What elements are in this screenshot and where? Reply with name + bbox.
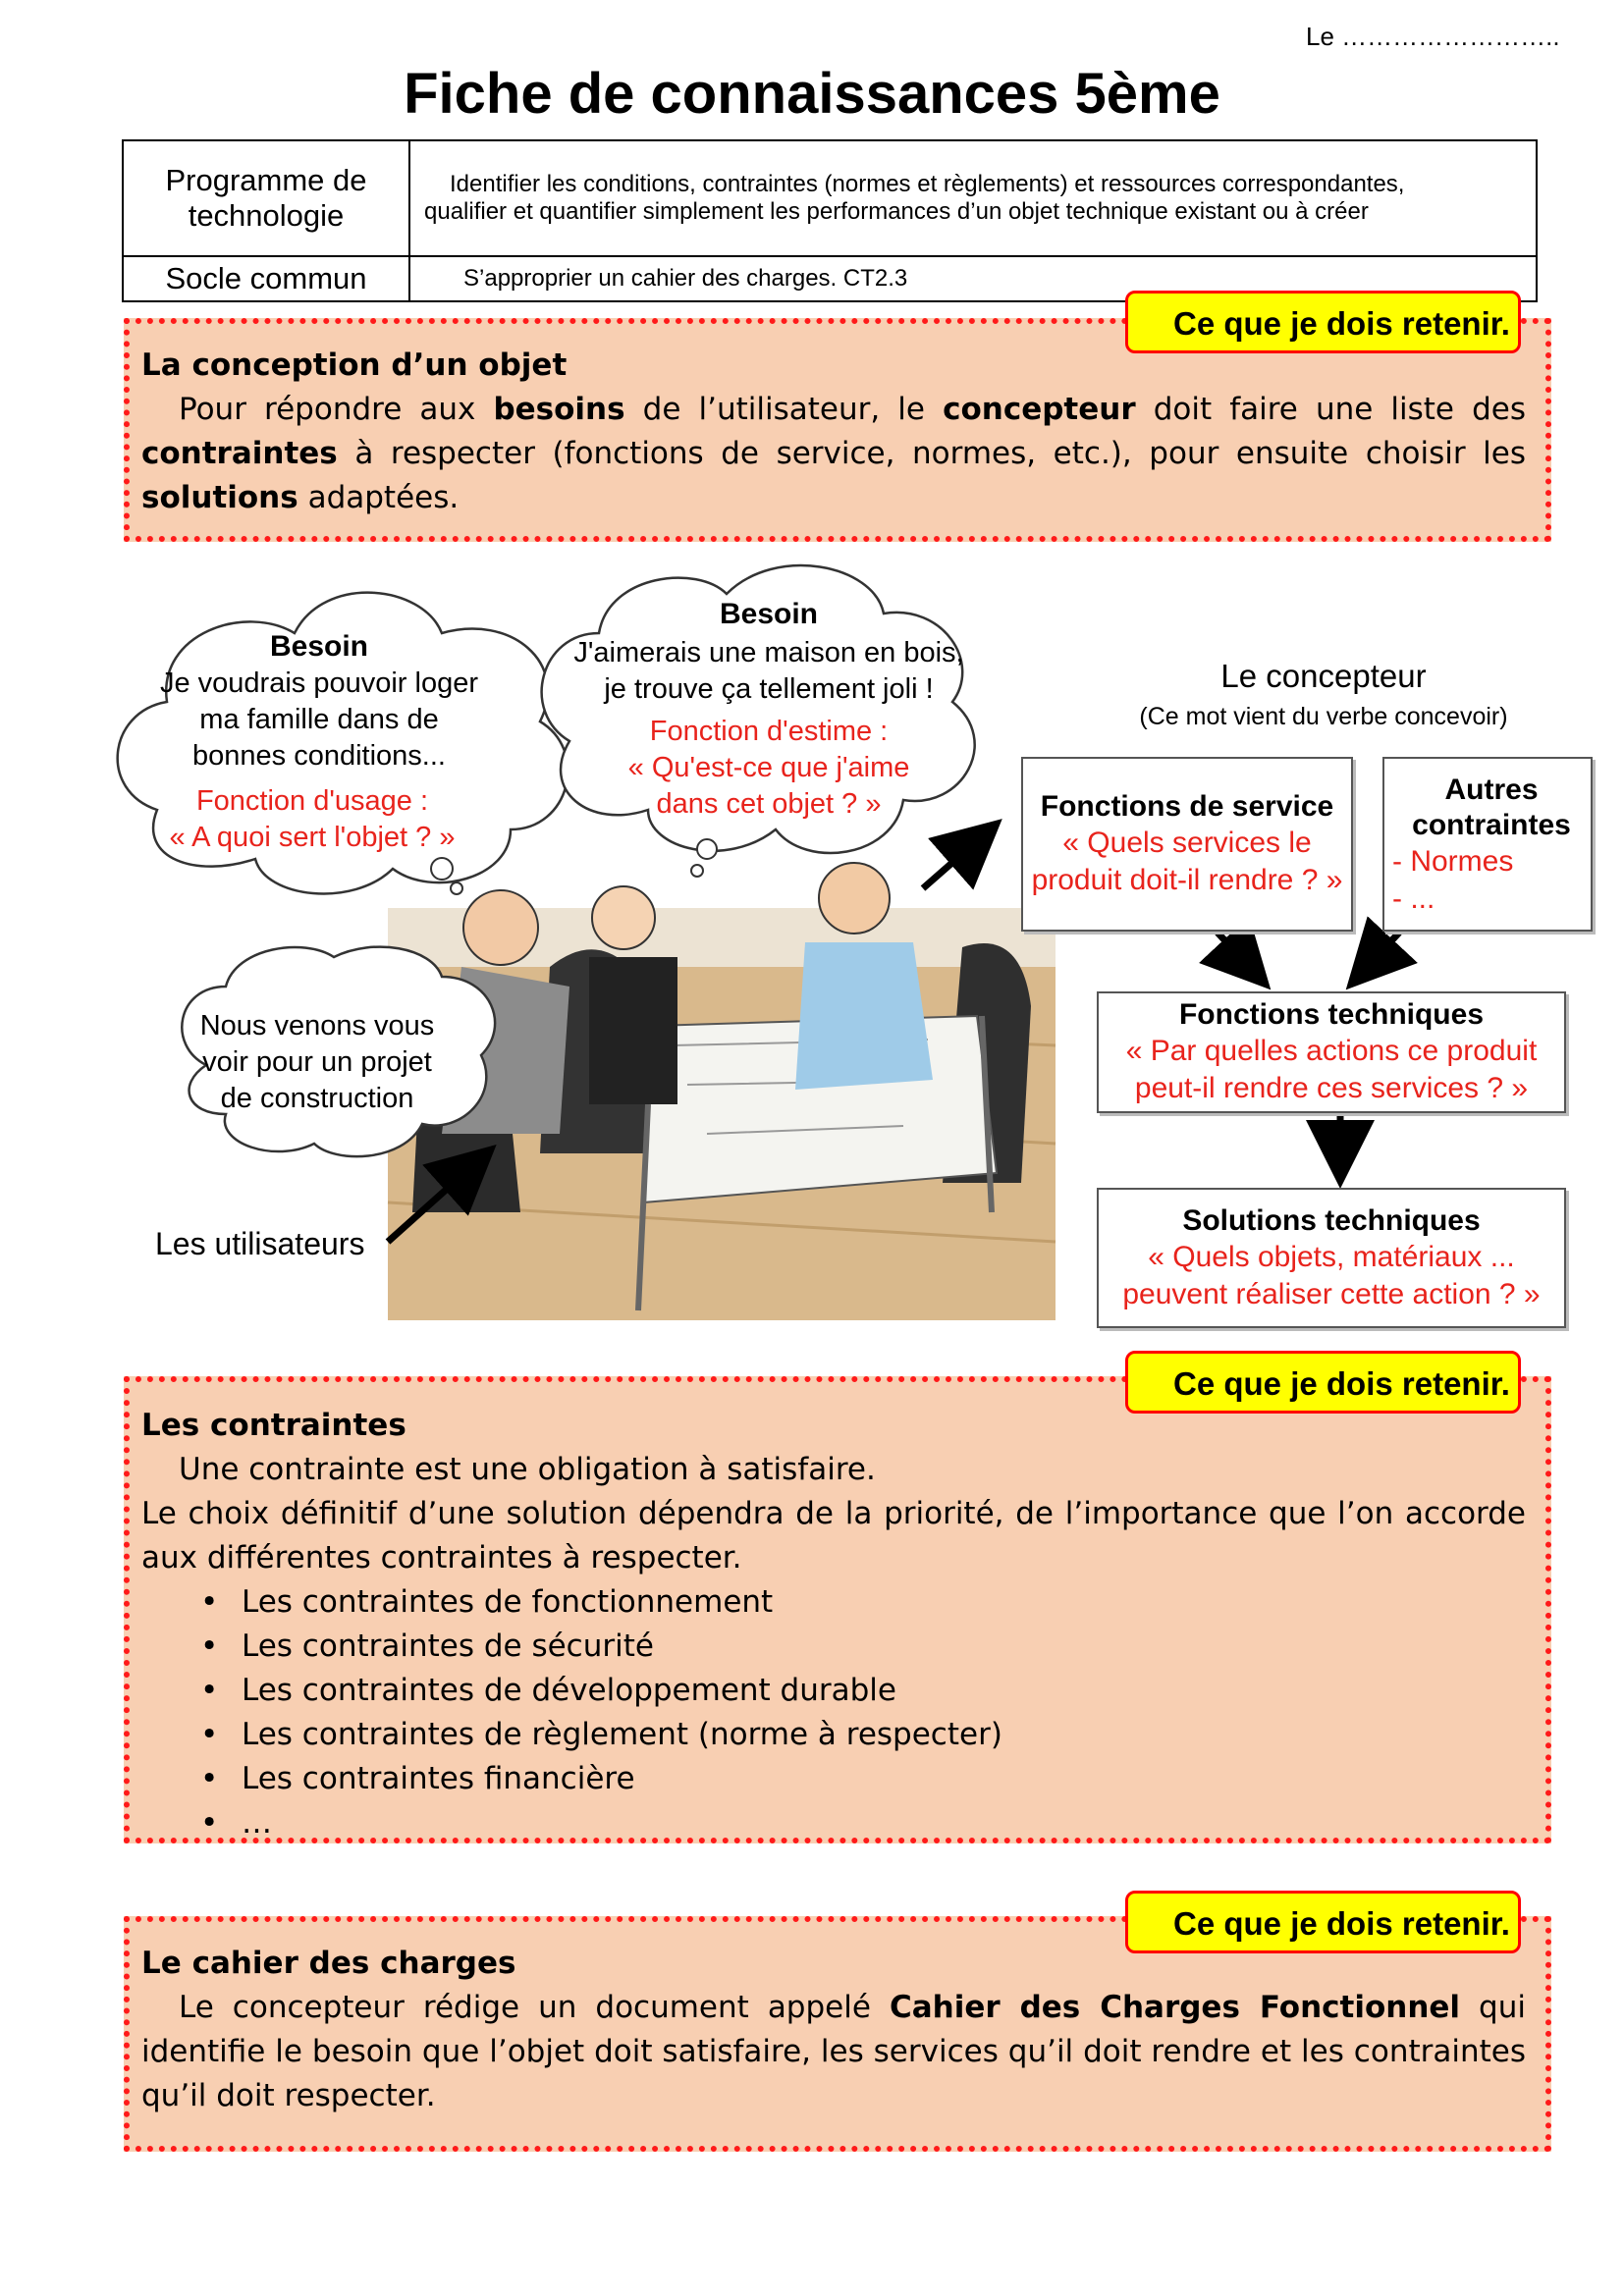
- speech-cloud-estime: [542, 565, 975, 877]
- office-scene-image: [388, 863, 1056, 1320]
- cloud2-red1: Fonction d'estime :: [649, 716, 889, 747]
- list-item: • Les contraintes de sécurité: [141, 1625, 1526, 1669]
- cloud3-line2: voir pour un projet: [202, 1046, 432, 1078]
- section-paragraph: Une contrainte est une obligation à satisfaire.: [179, 1452, 876, 1487]
- box-autres-contraintes: Autres contraintes - Normes - ...: [1382, 757, 1593, 932]
- section-paragraph: Pour répondre aux besoins de l’utilisateur, le concepteur doit faire une liste des contraintes à respecter (fonctions de service, normes, etc.), pour ensuite choisir les solutions adaptées.: [141, 392, 1526, 515]
- program-table: [122, 139, 1538, 302]
- arrow-designer: [923, 832, 987, 888]
- cloud1-title: Besoin: [269, 630, 369, 663]
- arrow-autres-tech: [1360, 933, 1399, 975]
- cloud1-red2: « A quoi sert l'objet ? »: [169, 822, 456, 853]
- program-text: Identifier les conditions, contraintes (normes et règlements) et ressources correspondantes, qualifier et quantifier simplement les performances d’un objet technique existant ou à créer: [409, 140, 1537, 256]
- designer-subtitle: (Ce mot vient du verbe concevoir): [1139, 703, 1508, 730]
- cloud2-red2: « Qu'est-ce que j'aime: [627, 752, 910, 783]
- designer-title: Le concepteur: [1220, 658, 1427, 694]
- section-contraintes: [124, 1376, 1551, 1843]
- list-item: • Les contraintes financière: [141, 1757, 1526, 1801]
- list-item: • Les contraintes de développement durable: [141, 1669, 1526, 1713]
- cloud1-line2: ma famille dans de: [199, 704, 439, 735]
- cloud2-title: Besoin: [719, 598, 819, 630]
- cloud1-red1: Fonction d'usage :: [195, 785, 429, 817]
- section-paragraph: Le concepteur rédige un document appelé Cahier des Charges Fonctionnel qui identifie le besoin que l’objet doit satisfaire, les services qu’il doit rendre et les contraintes qu’il doit respecter.: [141, 1990, 1526, 2113]
- date-line: Le ……………………..: [1306, 22, 1560, 51]
- list-item: • Les contraintes de règlement (norme à respecter): [141, 1713, 1526, 1757]
- cloud2-red3: dans cet objet ? »: [656, 788, 882, 820]
- contraintes-list: [141, 1580, 1526, 1845]
- program-label: Programme de technologie: [123, 140, 409, 256]
- page-title: Fiche de connaissances 5ème: [404, 62, 1220, 126]
- cloud1-line3: bonnes conditions...: [192, 740, 446, 772]
- cloud3-line1: Nous venons vous: [199, 1010, 435, 1041]
- box-fonctions-techniques: Fonctions techniques « Par quelles actions ce produit peut-il rendre ces services ? »: [1097, 991, 1566, 1113]
- retain-tag: Ce que je dois retenir.: [1125, 291, 1521, 353]
- cloud2-line2: je trouve ça tellement joli !: [604, 673, 934, 705]
- retain-tag: Ce que je dois retenir.: [1125, 1351, 1521, 1414]
- list-item: • …: [141, 1801, 1526, 1845]
- retain-tag: Ce que je dois retenir.: [1125, 1891, 1521, 1953]
- cloud3-line3: de construction: [220, 1083, 414, 1114]
- list-item: • Les contraintes de fonctionnement: [141, 1580, 1526, 1625]
- socle-text: S’approprier un cahier des charges. CT2.3: [409, 256, 1537, 301]
- arrow-service-tech: [1218, 933, 1257, 975]
- cloud2-line1: J'aimerais une maison en bois,: [573, 637, 964, 668]
- speech-cloud-usage: [118, 593, 568, 894]
- users-label: Les utilisateurs: [155, 1226, 365, 1261]
- section-title: Les contraintes: [141, 1408, 406, 1443]
- cloud1-line1: Je voudrais pouvoir loger: [159, 667, 479, 699]
- section-title: Le cahier des charges: [141, 1946, 516, 1981]
- section-title: La conception d’un objet: [141, 347, 568, 383]
- socle-label: Socle commun: [123, 256, 409, 301]
- box-solutions-techniques: Solutions techniques « Quels objets, matériaux ... peuvent réaliser cette action ? »: [1097, 1188, 1566, 1328]
- box-fonctions-service: Fonctions de service « Quels services le produit doit-il rendre ? »: [1021, 757, 1353, 932]
- section-paragraph: Le choix définitif d’une solution dépendra de la priorité, de l’importance que l’on accorde aux différentes contraintes à respecter.: [141, 1496, 1526, 1575]
